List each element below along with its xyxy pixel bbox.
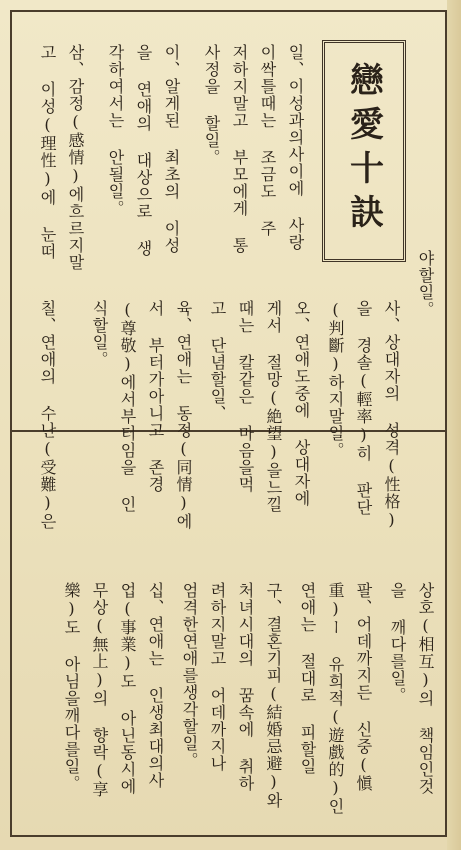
bottom-column-15: 을 깨다를일。 — [388, 582, 407, 704]
bottom-column-17: 重)ー 유희적(遊戲的)인 — [326, 582, 345, 815]
top-column-3: 저하지말고 부모에게 통 — [230, 44, 249, 254]
top-column-8: 삼、감정(感情)에흐르지말 — [66, 44, 85, 271]
top-column-5: 이、알게된 최초의 이성 — [162, 44, 181, 254]
bottom-column-23: 십、연애는 인생최대의사 — [146, 582, 165, 789]
bottom-column-26: 樂)도 아님을깨다를일。 — [62, 582, 81, 792]
top-column-1: 일、이성과의사이에 사랑 — [286, 44, 305, 251]
bottom-column-12: 식할일。 — [90, 300, 109, 368]
bottom-column-14: 상호(相互)의 책임인것 — [416, 582, 435, 795]
bottom-column-7: 때는 칼같은 마음을먹 — [236, 300, 255, 493]
bottom-column-19: 구、결혼기피(結婚忌避)와 — [264, 582, 283, 809]
bottom-column-13: 칠、연애의 수난(受難)은 — [38, 300, 57, 530]
bottom-column-6: 게서 절망(絶望)을느낄 — [264, 300, 283, 513]
bottom-column-2: 사、상대자의 성격(性格) — [382, 300, 401, 530]
bottom-column-16: 팔、어데까지든 신중(愼 — [354, 582, 373, 792]
bottom-column-22: 엄격한연애를생각할일。 — [180, 582, 199, 769]
page-title: 戀愛十訣 — [343, 62, 384, 238]
bottom-column-11: (尊敬)에서부터임을 인 — [118, 300, 137, 513]
bottom-column-10: 서 부터가아니고 존경 — [146, 300, 165, 493]
top-column-6: 을 연애의 대상으로 생 — [134, 44, 153, 257]
bottom-column-1: 야할일。 — [416, 250, 435, 318]
top-column-9: 고 이성(理性)에 눈떠 — [38, 44, 57, 260]
bottom-column-4: (判斷)하지말일。 — [326, 300, 345, 459]
top-column-4: 사정을 할일。 — [202, 44, 221, 166]
bottom-column-3: 을 경솔(輕率)히 판단 — [354, 300, 373, 516]
bottom-column-5: 오、연애도중에 상대자에 — [292, 300, 311, 507]
bottom-column-20: 처녀시대의 꿈속에 취하 — [236, 582, 255, 792]
title-box — [322, 40, 406, 262]
bottom-column-8: 고 단념할일、 — [208, 300, 227, 422]
page-edge — [447, 0, 461, 850]
top-column-7: 각하여서는 안될일。 — [106, 44, 125, 217]
bottom-column-18: 연애는 절대로 피할일 — [298, 582, 317, 775]
bottom-column-9: 육、연애는 동정(同情)에 — [174, 300, 193, 530]
bottom-column-21: 려하지말고 어데까지나 — [208, 582, 227, 772]
bottom-column-25: 무상(無上)의 향락(享 — [90, 582, 109, 798]
bottom-column-24: 업(事業)도 아닌동시에 — [118, 582, 137, 795]
top-column-2: 이싹틀때는 조금도 주 — [258, 44, 277, 237]
